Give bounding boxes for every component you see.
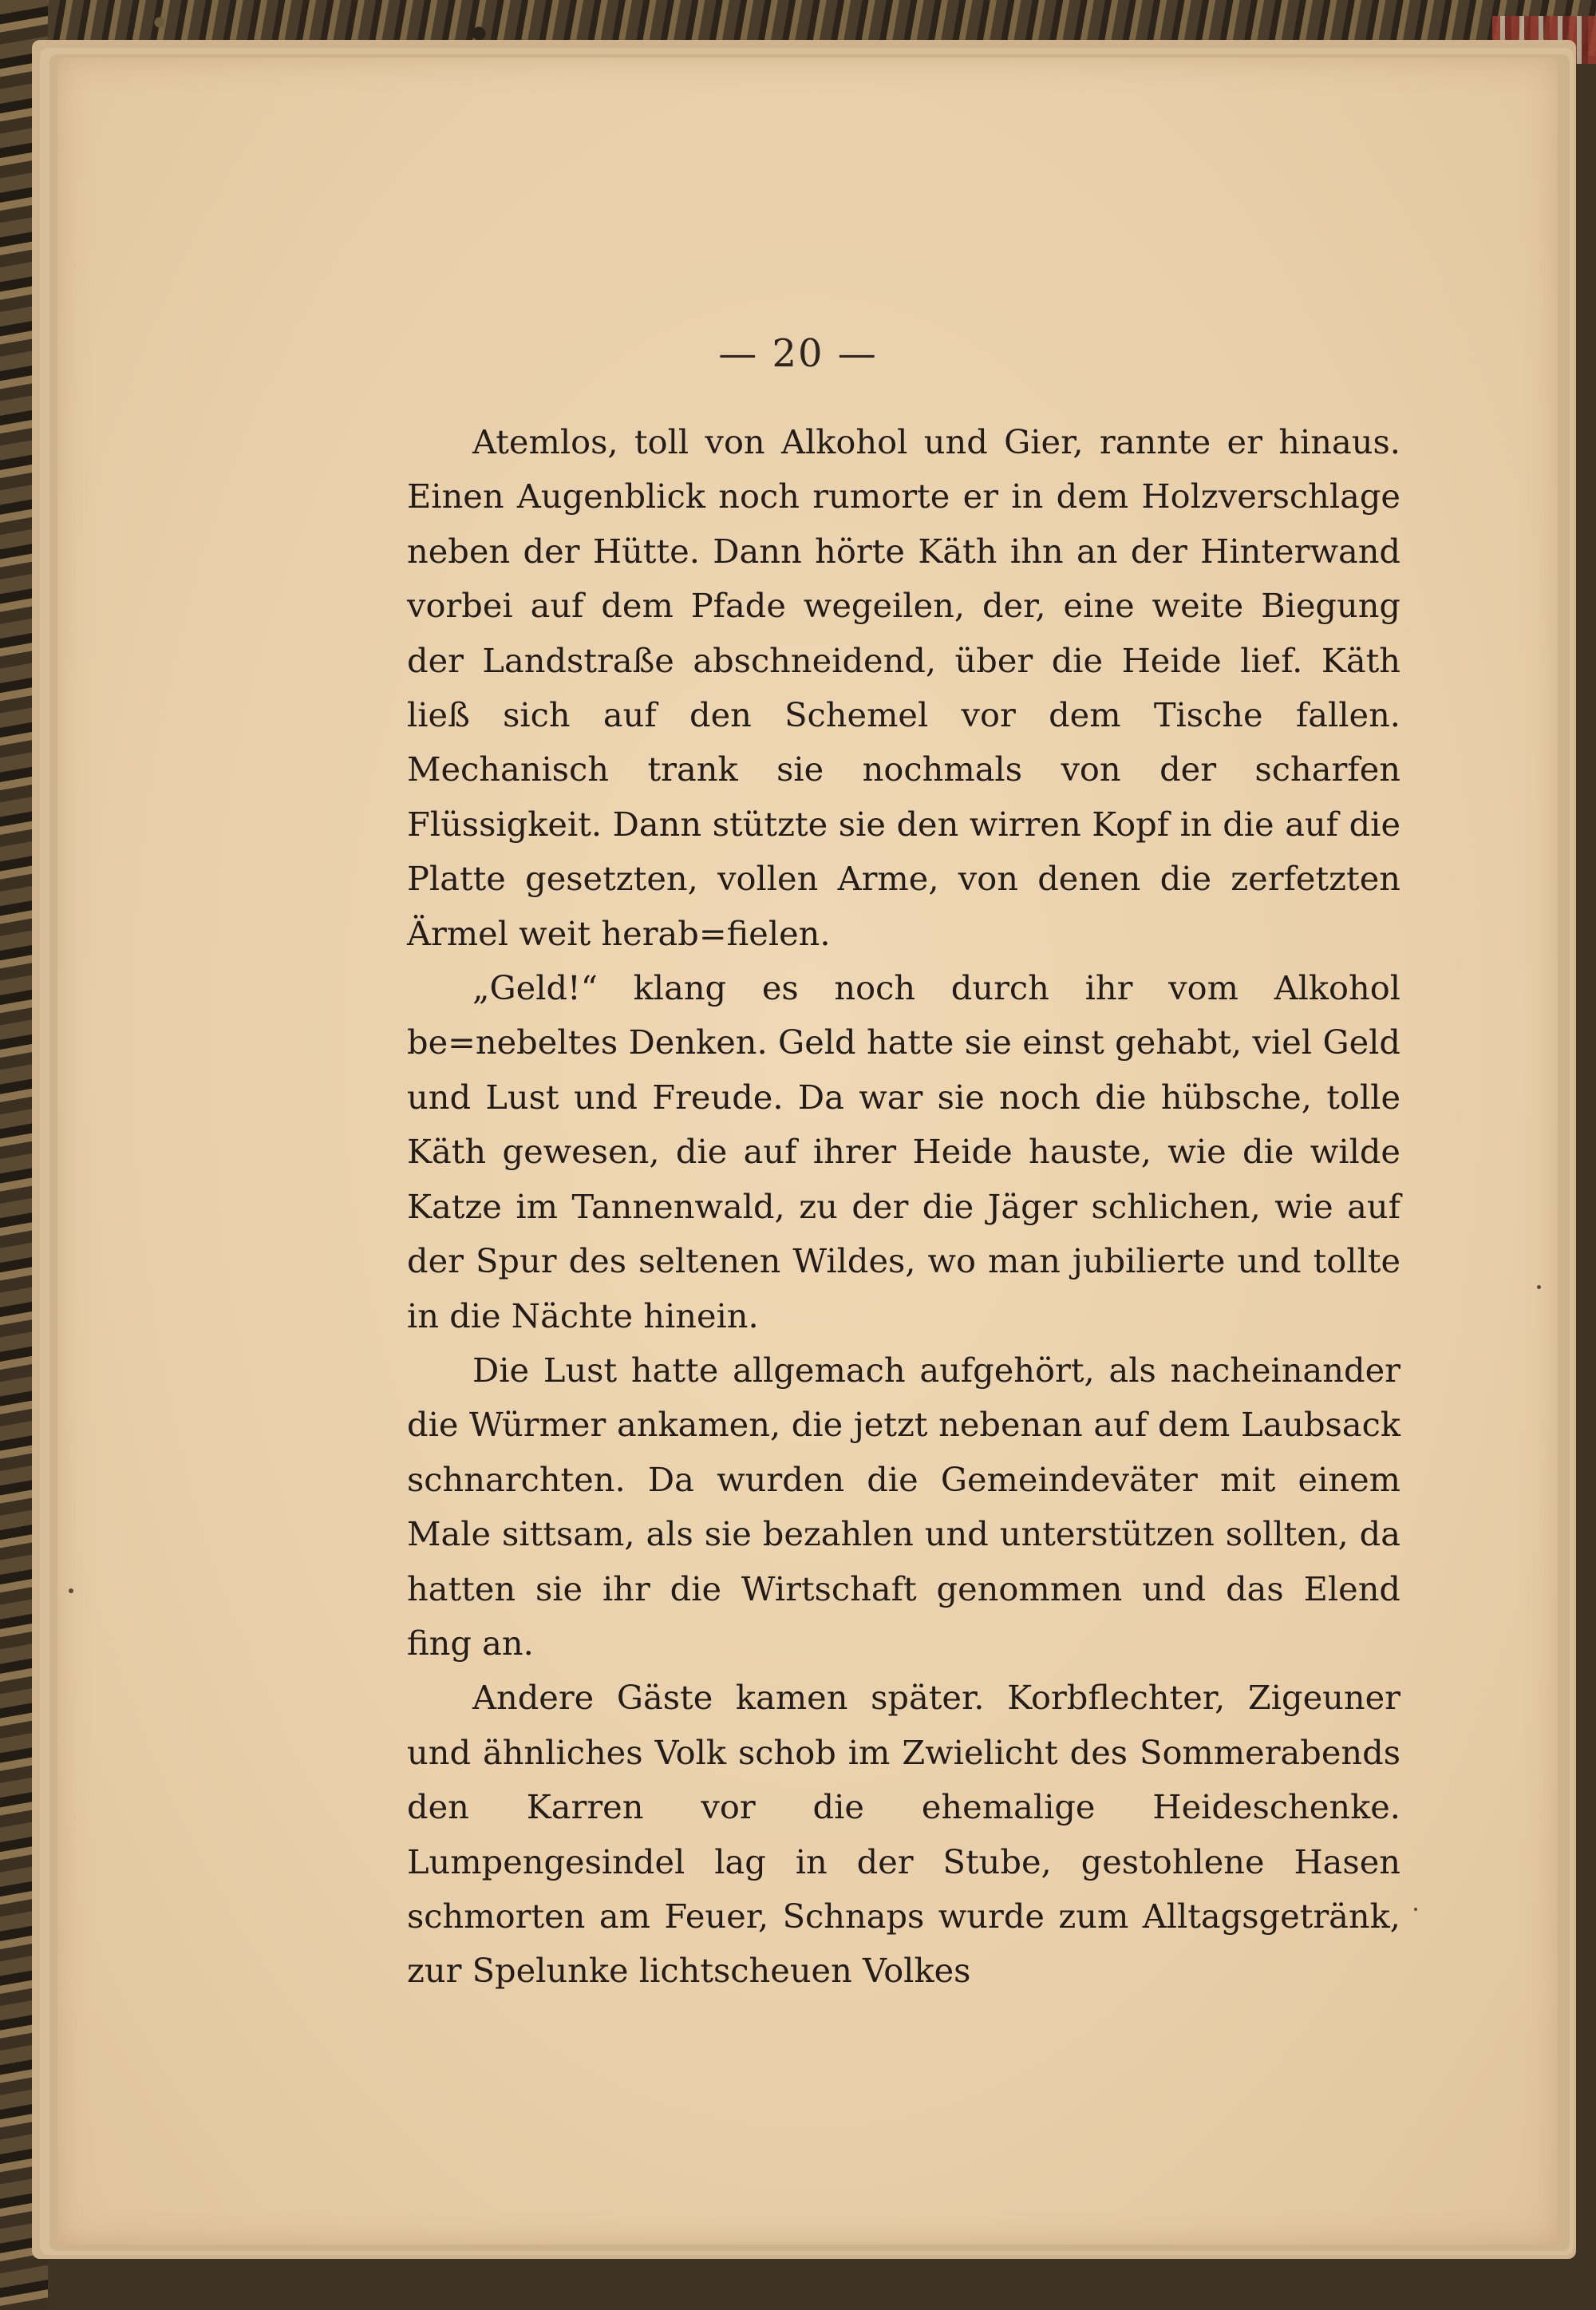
paper-speck (1414, 1908, 1417, 1911)
paragraph: „Geld!“ klang es noch durch ihr vom Alkohol be=nebeltes Denken. Geld hatte sie einst gehabt, viel Geld und Lust und Freude. Da war sie noch die hübsche, tolle Käth gewesen, die auf ihrer Heide hauste, wie die wilde Katze im Tannenwald, zu der die Jäger schlichen, wie auf der Spur des seltenen Wildes, wo man jubilierte und tollte in die Nächte hinein. (407, 968, 1400, 1335)
page-number: — 20 — (718, 331, 878, 376)
paragraph: Andere Gäste kamen später. Korbflechter, Zigeuner und ähnliches Volk schob im Zwielicht des Sommerabends den Karren vor die ehemalige Heideschenke. Lumpengesindel lag in der Stube, gestohlene Hasen schmorten am Feuer, Schnaps wurde zum Alltagsgetränk, zur Spelunke lichtscheuen Volkes (407, 1678, 1400, 1991)
paper-speck (69, 1588, 73, 1593)
paragraph: Atemlos, toll von Alkohol und Gier, rannte er hinaus. Einen Augenblick noch rumorte er in dem Holzverschlage neben der Hütte. Dann hörte Käth ihn an der Hinterwand vorbei auf dem Pfade wegeilen, der, eine weite Biegung der Landstraße abschneidend, über die Heide lief. Käth ließ sich auf den Schemel vor dem Tische fallen. Mechanisch trank sie nochmals von der scharfen Flüssigkeit. Dann stützte sie den wirren Kopf in die auf die Platte gesetzten, vollen Arme, von denen die zerfetzten Ärmel weit herab=fielen. (407, 422, 1400, 953)
paper-speck (1537, 1285, 1541, 1289)
paragraph: Die Lust hatte allgemach aufgehört, als nacheinander die Würmer ankamen, die jetzt nebenan auf dem Laubsack schnarchten. Da wurden die Gemeindeväter mit einem Male sittsam, als sie bezahlen und unterstützen sollten, da hatten sie ihr die Wirtschaft genommen und das Elend fing an. (407, 1350, 1400, 1663)
body-text (407, 415, 1400, 1999)
